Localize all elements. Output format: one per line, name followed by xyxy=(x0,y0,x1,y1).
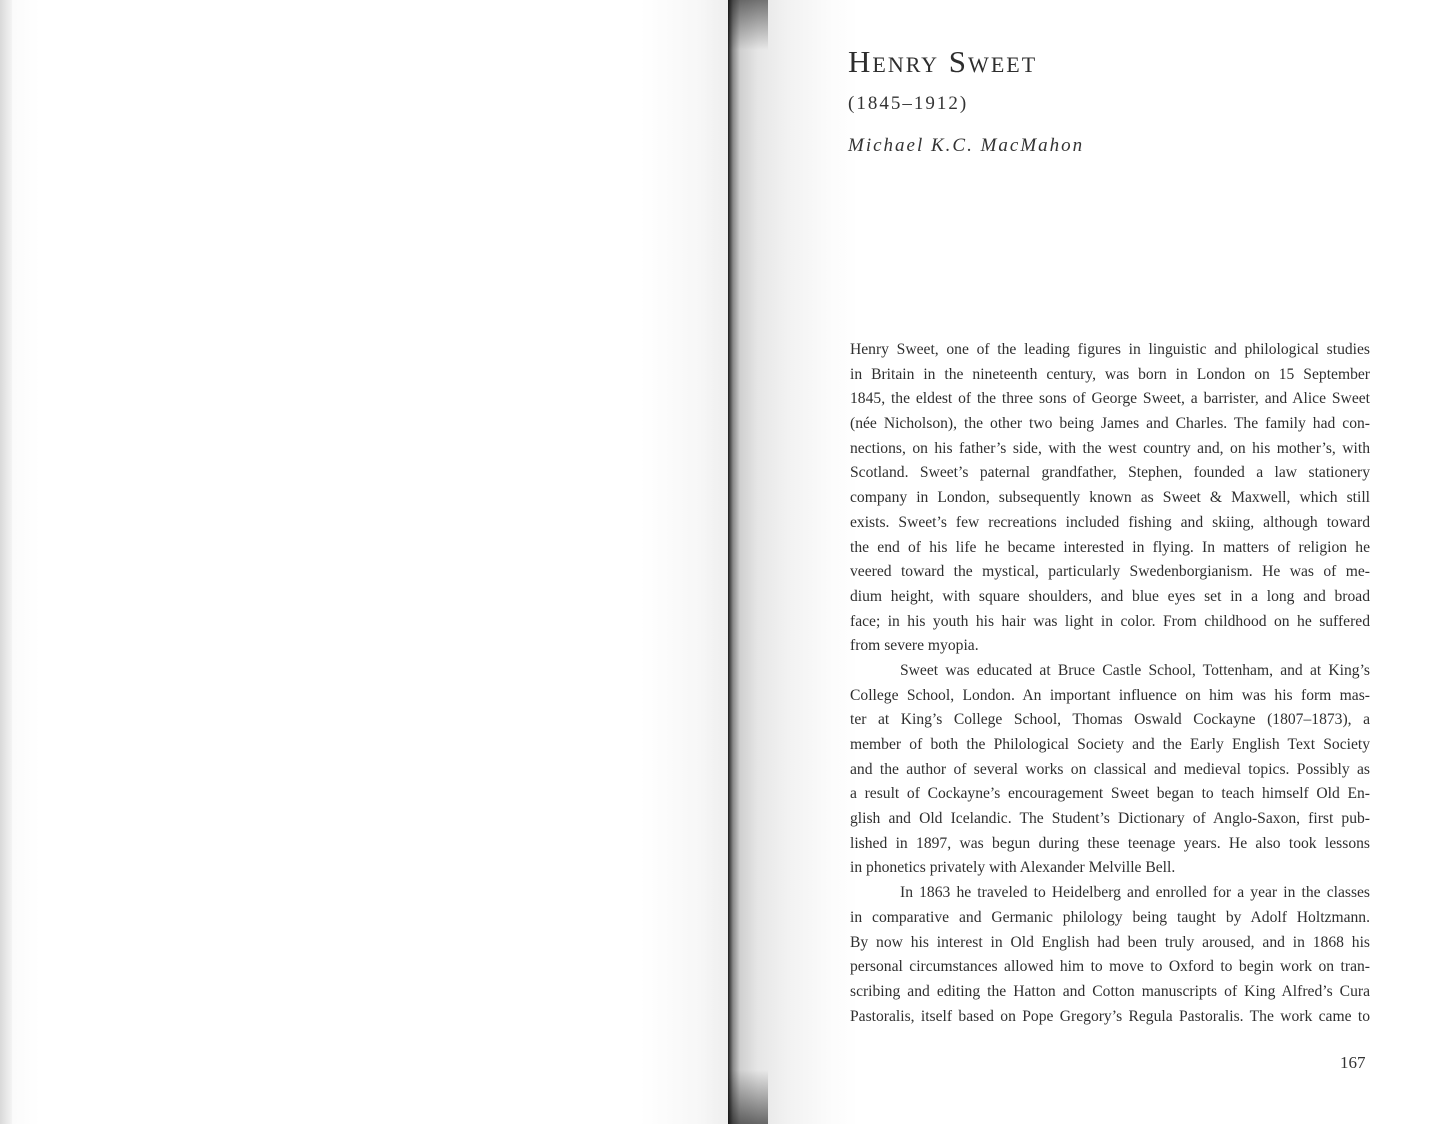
text-line: lished in 1897, was begun during these teenage years. He also took lessons xyxy=(850,834,1370,852)
text-line: in Britain in the nineteenth century, was born in London on 15 September xyxy=(850,365,1370,383)
text-line: dium height, with square shoulders, and blue eyes set in a long and broad xyxy=(850,587,1370,605)
chapter-title: Henry Sweet xyxy=(848,44,1038,79)
text-line: Pastoralis, itself based on Pope Gregory’s Regula Pastoralis. The work came to xyxy=(850,1007,1370,1025)
text-line: nections, on his father’s side, with the west country and, on his mother’s, with xyxy=(850,439,1370,457)
text-line: Scotland. Sweet’s paternal grandfather, Stephen, founded a law stationery xyxy=(850,464,1370,482)
text-line: member of both the Philological Society and the Early English Text Society xyxy=(850,736,1370,753)
text-line: By now his interest in Old English had been truly aroused, and in 1868 his xyxy=(850,933,1370,951)
text-line: ter at King’s College School, Thomas Oswald Cockayne (1807–1873), a xyxy=(850,711,1370,729)
text-line: exists. Sweet’s few recreations included fishing and skiing, although toward xyxy=(850,513,1370,531)
text-line: in comparative and Germanic philology being taught by Adolf Holtzmann. xyxy=(850,908,1370,926)
text-line: scribing and editing the Hatton and Cotton manuscripts of King Alfred’s Cura xyxy=(850,982,1370,1000)
text-line: Henry Sweet, one of the leading figures in linguistic and philological studies xyxy=(850,341,1370,358)
text-line: personal circumstances allowed him to move to Oxford to begin work on tran- xyxy=(850,958,1370,976)
text-line: glish and Old Icelandic. The Student’s Dictionary of Anglo-Saxon, first pub- xyxy=(850,810,1370,828)
text-line: company in London, subsequently known as Sweet & Maxwell, which still xyxy=(850,489,1370,507)
text-line: from severe myopia. xyxy=(850,637,979,655)
text-line: Sweet was educated at Bruce Castle School, Tottenham, and at King’s xyxy=(900,661,1370,679)
text-line: College School, London. An important influence on him was his form mas- xyxy=(850,686,1370,704)
text-line: the end of his life he became interested in flying. In matters of religion he xyxy=(850,538,1370,556)
text-line: veered toward the mystical, particularly Swedenborgianism. He was of me- xyxy=(850,563,1370,581)
text-line: and the author of several works on classical and medieval topics. Possibly as xyxy=(850,760,1370,778)
text-line: in phonetics privately with Alexander Melville Bell. xyxy=(850,859,1176,877)
text-line: a result of Cockayne’s encouragement Sweet began to teach himself Old En- xyxy=(850,785,1370,803)
chapter-author: Michael K.C. MacMahon xyxy=(848,135,1085,156)
body-text xyxy=(850,338,1370,1029)
left-page-edge xyxy=(0,0,12,1124)
text-line: In 1863 he traveled to Heidelberg and enrolled for a year in the classes xyxy=(900,884,1370,902)
page-number: 167 xyxy=(1340,1053,1366,1072)
text-line: 1845, the eldest of the three sons of George Sweet, a barrister, and Alice Sweet xyxy=(850,390,1370,408)
text-line: face; in his youth his hair was light in color. From childhood on he suffered xyxy=(850,612,1370,630)
right-page xyxy=(735,0,1445,1124)
chapter-dates: (1845–1912) xyxy=(848,93,969,114)
text-line: (née Nicholson), the other two being James and Charles. The family had con- xyxy=(850,415,1370,433)
